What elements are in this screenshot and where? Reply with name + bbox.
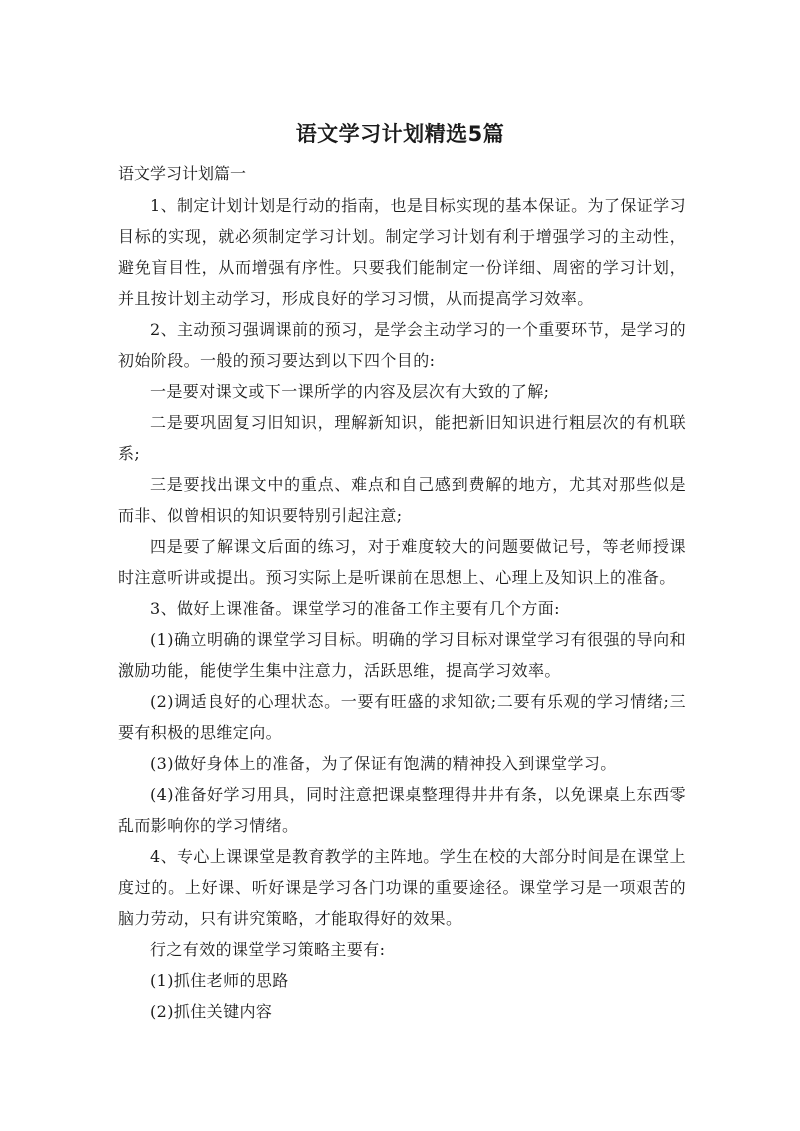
paragraph: (4)准备好学习用具，同时注意把课桌整理得井井有条，以免课桌上东西零乱而影响你的学习情绪。 <box>118 785 686 835</box>
paragraph: 1、制定计划计划是行动的指南，也是目标实现的基本保证。为了保证学习目标的实现，就必须制定学习计划。制定学习计划有利于增强学习的主动性，避免盲目性，从而增强有序性。只要我们能制定一份详细、周密的学习计划，并且按计划主动学习，形成良好的学习习惯，从而提高学习效率。 <box>118 196 686 308</box>
paragraph: 行之有效的课堂学习策略主要有: <box>150 940 386 959</box>
paragraph: (1)确立明确的课堂学习目标。明确的学习目标对课堂学习有很强的导向和激励功能，能使学生集中注意力，活跃思维，提高学习效率。 <box>118 630 686 680</box>
paragraph: (3)做好身体上的准备，为了保证有饱满的精神投入到课堂学习。 <box>150 754 617 773</box>
paragraph: 三是要找出课文中的重点、难点和自己感到费解的地方，尤其对那些似是而非、似曾相识的知识要特别引起注意; <box>118 475 686 525</box>
section-heading: 语文学习计划篇一 <box>118 164 247 183</box>
document-title: 语文学习计划精选5篇 <box>295 122 505 146</box>
paragraph: (2)调适良好的心理状态。一要有旺盛的求知欲;二要有乐观的学习情绪;三要有积极的思维定向。 <box>118 692 686 742</box>
document-body <box>118 190 686 1027</box>
paragraph: 3、做好上课准备。课堂学习的准备工作主要有几个方面: <box>150 599 560 618</box>
paragraph: 2、主动预习强调课前的预习，是学会主动学习的一个重要环节，是学习的初始阶段。一般的预习要达到以下四个目的: <box>118 320 686 370</box>
paragraph: (2)抓住关键内容 <box>150 1002 273 1021</box>
paragraph: (1)抓住老师的思路 <box>150 971 289 990</box>
paragraph: 二是要巩固复习旧知识，理解新知识，能把新旧知识进行粗层次的有机联系; <box>118 413 686 463</box>
paragraph: 一是要对课文或下一课所学的内容及层次有大致的了解; <box>150 382 550 401</box>
paragraph: 四是要了解课文后面的练习，对于难度较大的问题要做记号，等老师授课时注意听讲或提出。预习实际上是听课前在思想上、心理上及知识上的准备。 <box>118 537 686 587</box>
paragraph: 4、专心上课课堂是教育教学的主阵地。学生在校的大部分时间是在课堂上度过的。上好课、听好课是学习各门功课的重要途径。课堂学习是一项艰苦的脑力劳动，只有讲究策略，才能取得好的效果。 <box>118 847 686 928</box>
